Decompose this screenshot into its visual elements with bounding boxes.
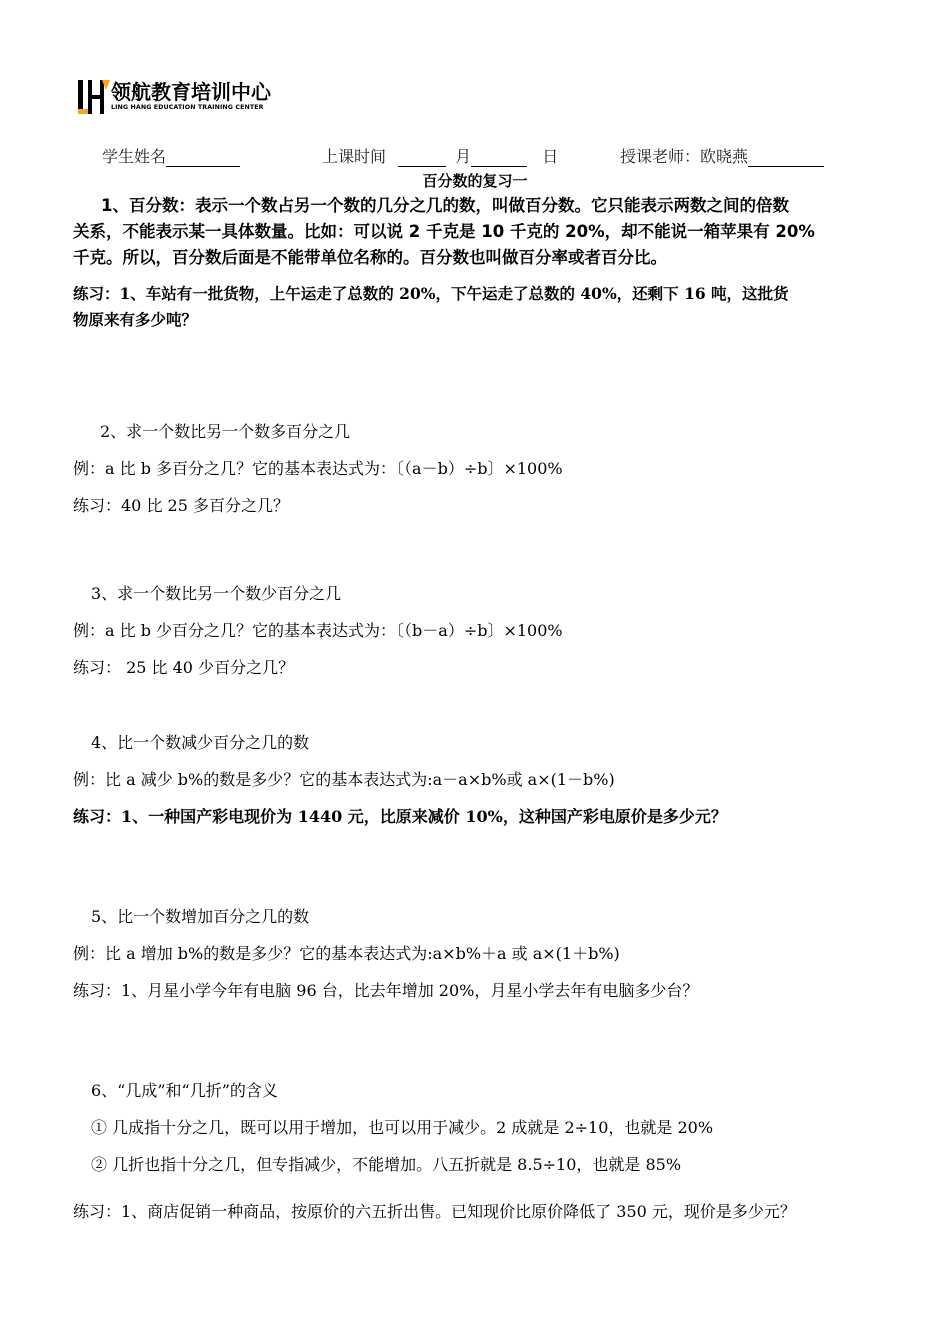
month-label: 月 [455, 147, 472, 166]
s6-item-2: ② 几折也指十分之几，但专指减少，不能增加。八五折就是 8.5÷10，也就是 85% [91, 1155, 682, 1174]
class-time-blank [398, 149, 446, 167]
s1-definition-line-3: 千克。所以，百分数后面是不能带单位名称的。百分数也叫做百分率或者百分比。 [73, 248, 667, 267]
logo-name-en: LING HANG EDUCATION TRAINING CENTER [111, 104, 264, 111]
s3-example: 例：a 比 b 少百分之几？它的基本表达式为：〔（b－a）÷b〕×100% [73, 621, 563, 640]
s5-heading: 5、比一个数增加百分之几的数 [91, 907, 310, 926]
s3-heading: 3、求一个数比另一个数少百分之几 [91, 584, 342, 603]
day-label: 日 [542, 147, 559, 166]
teacher-blank [748, 149, 824, 167]
s4-practice: 练习：1、一种国产彩电现价为 1440 元，比原来减价 10%，这种国产彩电原价是多少元？ [73, 807, 727, 826]
logo-name-cn: 领航教育培训中心 [111, 80, 271, 104]
s2-practice: 练习：40 比 25 多百分之几？ [73, 496, 289, 515]
s1-definition-line-2: 关系，不能表示某一具体数量。比如：可以说 2 千克是 10 千克的 20%，却不能说一箱苹果有 20% [73, 222, 815, 241]
teacher-label: 授课老师：欧晓燕 [620, 147, 749, 166]
s3-practice: 练习： 25 比 40 少百分之几？ [73, 658, 295, 677]
s1-practice-line-1: 练习：1、车站有一批货物，上午运走了总数的 20%，下午运走了总数的 40%，还剩下 16 吨，这批货 [73, 284, 789, 303]
student-name-blank [166, 149, 240, 167]
lh-logo-icon [78, 78, 110, 118]
s6-practice: 练习：1、商店促销一种商品，按原价的六五折出售。已知现价比原价降低了 350 元，现价是多少元？ [73, 1202, 796, 1221]
student-name-field [102, 144, 240, 167]
class-time-field [322, 144, 558, 167]
s6-item-1: ① 几成指十分之几，既可以用于增加，也可以用于减少。2 成就是 2÷10，也就是 20% [91, 1118, 714, 1137]
logo [78, 74, 271, 122]
s5-practice: 练习：1、月星小学今年有电脑 96 台，比去年增加 20%，月星小学去年有电脑多少台？ [73, 981, 699, 1000]
page-title: 百分数的复习一 [422, 172, 528, 190]
s1-definition-line-1: 1、百分数：表示一个数占另一个数的几分之几的数，叫做百分数。它只能表示两数之间的倍数 [101, 196, 789, 215]
month-blank [471, 149, 527, 167]
s5-example: 例：比 a 增加 b%的数是多少？它的基本表达式为:a×b%＋a 或 a×(1＋b%) [73, 944, 620, 963]
s4-heading: 4、比一个数减少百分之几的数 [91, 733, 310, 752]
teacher-field [620, 144, 824, 167]
s2-heading: 2、求一个数比另一个数多百分之几 [100, 422, 351, 441]
student-name-label: 学生姓名 [102, 147, 167, 166]
s1-practice-line-2: 物原来有多少吨？ [73, 310, 198, 329]
s6-heading: 6、“几成”和“几折”的含义 [91, 1081, 278, 1100]
s4-example: 例：比 a 减少 b%的数是多少？它的基本表达式为:a－a×b%或 a×(1－b%) [73, 770, 615, 789]
class-time-label: 上课时间 [322, 147, 387, 166]
s2-example: 例：a 比 b 多百分之几？它的基本表达式为：〔（a－b）÷b〕×100% [73, 459, 563, 478]
